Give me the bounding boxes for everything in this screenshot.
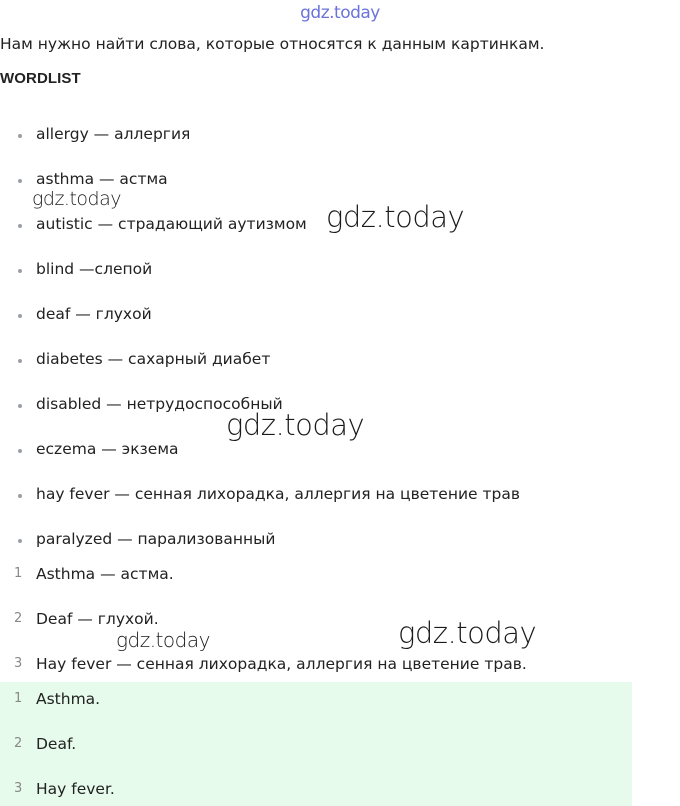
watermark-text: gdz.today <box>226 408 365 442</box>
wordlist-heading: WORDLIST <box>0 70 81 87</box>
bullet-icon <box>18 224 22 228</box>
answer-item-text: Hay fever. <box>36 780 115 798</box>
list-item-text: eczema — экзема <box>36 440 179 458</box>
bullet-icon <box>18 449 22 453</box>
list-item-text: paralyzed — парализованный <box>36 530 276 548</box>
item-number: 3 <box>14 656 23 671</box>
list-item-text: diabetes — сахарный диабет <box>36 350 271 368</box>
watermark-text: gdz.today <box>398 616 537 650</box>
bullet-icon <box>18 179 22 183</box>
bullet-icon <box>18 359 22 363</box>
answer-item-text: Deaf. <box>36 735 77 753</box>
bullet-icon <box>18 134 22 138</box>
watermark-text: gdz.today <box>32 188 121 210</box>
numbered-item-text: Deaf — глухой. <box>36 610 159 628</box>
item-number: 2 <box>14 736 23 751</box>
answers-block <box>0 682 632 806</box>
watermark-text: gdz.today <box>326 200 465 234</box>
list-item-text: autistic — страдающий аутизмом <box>36 215 307 233</box>
item-number: 1 <box>14 691 23 706</box>
bullet-icon <box>18 269 22 273</box>
list-item-text: disabled — нетрудоспособный <box>36 395 283 413</box>
answer-item-text: Asthma. <box>36 690 101 708</box>
bullet-icon <box>18 314 22 318</box>
item-number: 2 <box>14 611 23 626</box>
item-number: 1 <box>14 566 23 581</box>
numbered-item-text: Asthma — астма. <box>36 565 174 583</box>
header-watermark: gdz.today <box>300 3 380 23</box>
numbered-item-text: Hay fever — сенная лихорадка, аллергия на цветение трав. <box>36 655 527 673</box>
list-item-text: allergy — аллергия <box>36 125 191 143</box>
item-number: 3 <box>14 781 23 796</box>
list-item-text: hay fever — сенная лихорадка, аллергия на цветение трав <box>36 485 521 503</box>
bullet-icon <box>18 404 22 408</box>
watermark-text: gdz.today <box>116 628 210 652</box>
list-item-text: asthma — астма <box>36 170 168 188</box>
list-item-text: blind —слепой <box>36 260 153 278</box>
bullet-icon <box>18 539 22 543</box>
intro-text: Нам нужно найти слова, которые относятся к данным картинкам. <box>0 35 545 53</box>
list-item-text: deaf — глухой <box>36 305 152 323</box>
bullet-icon <box>18 494 22 498</box>
